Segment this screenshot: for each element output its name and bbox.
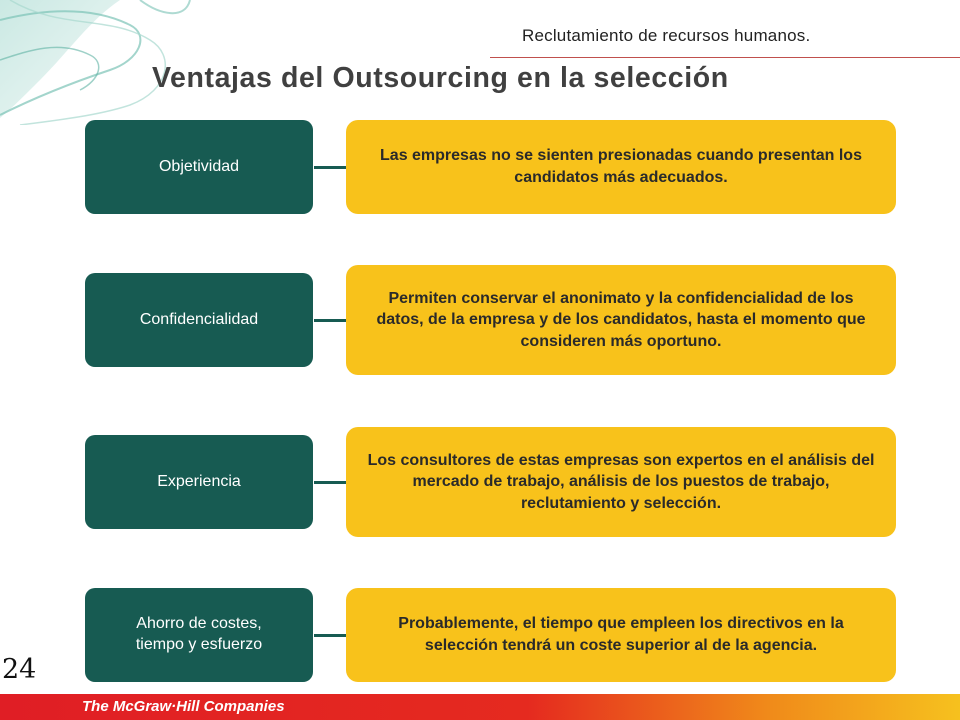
- connector-line: [314, 166, 346, 169]
- publisher-logo: The McGraw·Hill Companies: [82, 698, 285, 715]
- advantage-description: Probablemente, el tiempo que empleen los directivos en la selección tendrá un coste superior al de la agencia.: [346, 588, 896, 682]
- advantage-description: Las empresas no se sienten presionadas cuando presentan los candidatos más adecuados.: [346, 120, 896, 214]
- page-title: Ventajas del Outsourcing en la selección: [152, 62, 729, 94]
- header-divider: [490, 57, 960, 58]
- advantage-label: Confidencialidad: [85, 273, 313, 367]
- connector-line: [314, 634, 346, 637]
- connector-line: [314, 319, 346, 322]
- advantage-label: Ahorro de costes, tiempo y esfuerzo: [85, 588, 313, 682]
- advantage-description: Permiten conservar el anonimato y la confidencialidad de los datos, de la empresa y de los candidatos, hasta el momento que consideren más oportuno.: [346, 265, 896, 375]
- connector-line: [314, 481, 346, 484]
- advantage-description: Los consultores de estas empresas son expertos en el análisis del mercado de trabajo, análisis de los puestos de trabajo, reclutamiento y selección.: [346, 427, 896, 537]
- advantage-label: Experiencia: [85, 435, 313, 529]
- slide-number: 24: [2, 654, 37, 685]
- advantage-label: Objetividad: [85, 120, 313, 214]
- subject-heading: Reclutamiento de recursos humanos.: [522, 26, 811, 45]
